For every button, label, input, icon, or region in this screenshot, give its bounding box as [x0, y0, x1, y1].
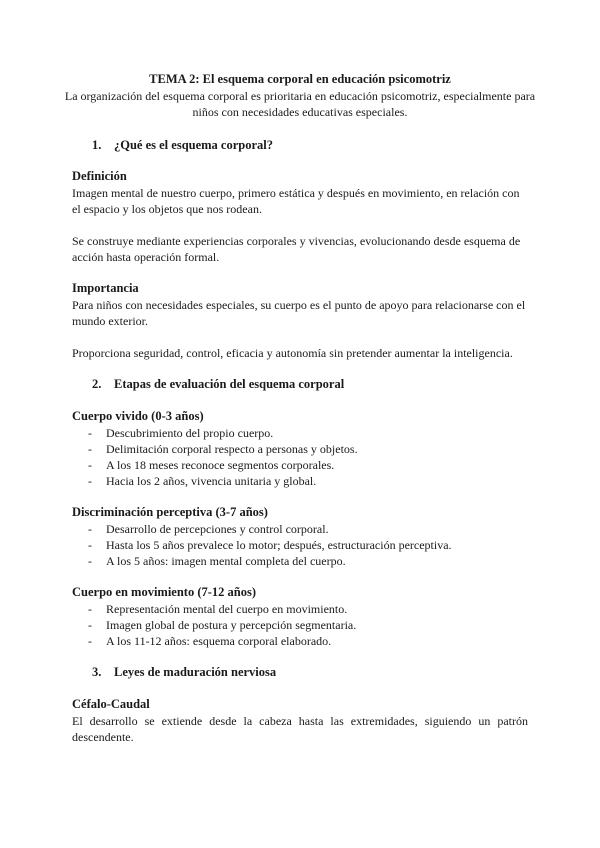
list-item: - A los 5 años: imagen mental completa del cuerpo.: [88, 554, 346, 568]
list-item: - Descubrimiento del propio cuerpo.: [88, 426, 274, 440]
paragraph: Para niños con necesidades especiales, su cuerpo es el punto de apoyo para relacionarse con el mundo exterior.: [72, 298, 526, 328]
list-marker: -: [88, 458, 92, 472]
section-title: Leyes de maduración nerviosa: [114, 665, 277, 679]
subsection-heading-cefalo-caudal: Céfalo-Caudal: [72, 697, 150, 711]
list-marker: -: [88, 538, 92, 552]
list-item: - Imagen global de postura y percepción segmentaria.: [88, 618, 357, 632]
list-item: - Desarrollo de percepciones y control corporal.: [88, 522, 329, 536]
list-marker: -: [88, 618, 92, 632]
list-marker: -: [88, 426, 92, 440]
list-item: - A los 11-12 años: esquema corporal elaborado.: [88, 634, 332, 648]
subsection-heading-definicion: Definición: [72, 169, 127, 183]
stage-heading-cuerpo-vivido: Cuerpo vivido (0-3 años): [72, 409, 204, 423]
stage-heading-discriminacion-perceptiva: Discriminación perceptiva (3-7 años): [72, 505, 268, 519]
paragraph: Se construye mediante experiencias corporales y vivencias, evolucionando desde esquema de acción hasta operación formal.: [72, 234, 521, 264]
subsection-heading-importancia: Importancia: [72, 281, 139, 295]
stage-list-cuerpo-vivido: [88, 425, 358, 489]
list-item: - Representación mental del cuerpo en movimiento.: [88, 602, 348, 616]
stage-list-discriminacion-perceptiva: [88, 521, 452, 569]
section-title: ¿Qué es el esquema corporal?: [114, 138, 274, 152]
paragraph: El desarrollo se extiende desde la cabeza hasta las extremidades, siguiendo un patrón descendente.: [72, 714, 528, 744]
section-2-heading: [92, 377, 344, 392]
list-item: - A los 18 meses reconoce segmentos corporales.: [88, 458, 335, 472]
paragraph: Proporciona seguridad, control, eficacia y autonomía sin pretender aumentar la inteligencia.: [72, 346, 513, 360]
stage-heading-cuerpo-en-movimiento: Cuerpo en movimiento (7-12 años): [72, 585, 257, 599]
section-number: 3.: [92, 665, 102, 679]
section-number: 1.: [92, 138, 102, 152]
list-marker: -: [88, 442, 92, 456]
section-1-heading: [92, 138, 273, 153]
stage-list-cuerpo-en-movimiento: [88, 601, 356, 649]
list-marker: -: [88, 522, 92, 536]
document-subtitle: La organización del esquema corporal es prioritaria en educación psicomotriz, especialmente para niños con necesidades educativas especiales.: [64, 89, 536, 119]
list-item: - Delimitación corporal respecto a personas y objetos.: [88, 442, 358, 456]
section-3-heading: [92, 665, 276, 680]
list-item: - Hasta los 5 años prevalece lo motor; después, estructuración perceptiva.: [88, 538, 452, 552]
paragraph: Imagen mental de nuestro cuerpo, primero estática y después en movimiento, en relación con el espacio y los objetos que nos rodean.: [72, 186, 520, 216]
section-number: 2.: [92, 377, 102, 391]
section-title: Etapas de evaluación del esquema corporal: [114, 377, 345, 391]
list-marker: -: [88, 554, 92, 568]
list-marker: -: [88, 602, 92, 616]
list-item: - Hacia los 2 años, vivencia unitaria y global.: [88, 474, 317, 488]
document-title: TEMA 2: El esquema corporal en educación psicomotriz: [149, 72, 451, 86]
list-marker: -: [88, 634, 92, 648]
list-marker: -: [88, 474, 92, 488]
